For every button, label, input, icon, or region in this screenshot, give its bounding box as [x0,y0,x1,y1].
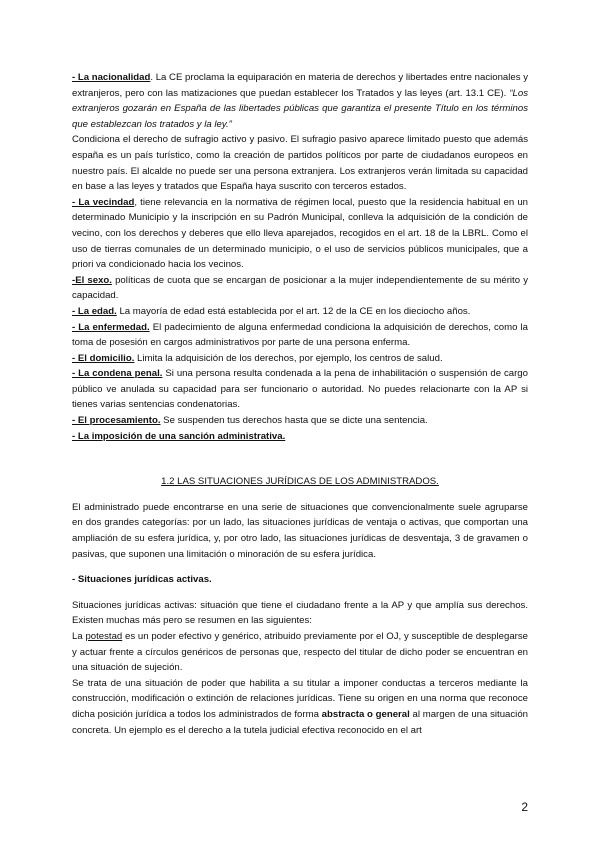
item-procesamiento: - El procesamiento. Se suspenden tus derechos hasta que se dicte una sentencia. [72,415,428,427]
intro-paragraph: El administrado puede encontrarse en una serie de situaciones que convencionalmente suele agruparse en dos grandes categorías: por un lado, las situaciones jurídicas de ventaja o activas, que comportan una ampliación de su esfera jurídica, y, por otro lado, las situaciones jurídicas de desventaja, 3 de gravamen o pasivas, que suponen una limitación o minoración de su esfera jurídica. [72,501,528,560]
item-sancion: - La imposición de una sanción administrativa. [72,430,286,442]
paragraph-activas: Situaciones jurídicas activas: situación que tiene el ciudadano frente a la AP y que amplía sus derechos. Existen muchas más pero se resumen en las siguientes: [72,599,528,627]
term-nacionalidad: - La nacionalidad [72,72,151,83]
subheading-activas: - Situaciones jurídicas activas. [72,574,212,586]
item-condena-penal: - La condena penal. Si una persona resulta condenada a la pena de inhabilitación o suspensión de cargo público ve anulada su capacidad para ser funcionario o autoridad. No puedes relacionarte con la AP si tienes varias sentencias condenatorias. [72,368,528,411]
item-nacionalidad: - La nacionalidad. La CE proclama la equiparación en materia de derechos y libertades entre nacionales y extranjeros, pero con las matizaciones que puedan establecer los Tratados y las leyes (art. 13.1 CE). “Los extranjeros gozarán en España de las libertades públicas que garantiza el presente Título en los términos que establezcan los tratados y la ley.” [72,72,528,130]
bold-abstracta: abstracta o general [321,708,410,720]
item-vecindad: - La vecindad, tiene relevancia en la normativa de régimen local, puesto que la residencia habitual en un determinado Municipio y la inscripción en su Padrón Municipal, conlleva la adquisición de la condición de vecino, con los derechos y deberes que ello lleva aparejados, recogidos en el art. 18 de la LBRL. Como el uso de tierras comunales de un determinado municipio, o el uso de servicios públicos municipales, que a priori va condicionado hacia los vecinos. [72,196,529,271]
item-edad: - La edad. La mayoría de edad está establecida por el art. 12 de la CE en los dieciocho años. [72,305,471,317]
paragraph-sufragio: Condiciona el derecho de sufragio activo y pasivo. El sufragio pasivo aparece limitado puesto que además españa es un país turístico, como la creación de partidos políticos por parte de ciudadanos europeos en nuestro país. El alcalde no puede ser una persona extranjera. Los extranjeros verán limitada su capacidad en base a las leyes y tratados que España haya suscrito con terceros estados. [72,134,528,193]
item-enfermedad: - La enfermedad. El padecimiento de alguna enfermedad condiciona la adquisición de derechos, como la toma de posesión en cargos administrativos por parte de una persona enferma. [72,321,528,349]
paragraph-situacion-poder: Se trata de una situación de poder que habilita a su titular a imponer conductas a terceros mediante la construcción, modificación o extinción de relaciones jurídicas. Tiene su origen en una norma que reconoce dicha posición jurídica a todos los administrados de forma abstracta o general al margen de una situación concreta. Un ejemplo es el derecho a la tutela judicial efectiva reconocido en el art [72,677,528,736]
quote-art13: “Los extranjeros gozarán en España de las libertades públicas que garantiza el presente Título en los términos que establezcan los tratados y la ley.” [72,87,528,130]
item-sexo: -El sexo. políticas de cuota que se encargan de posicionar a la mujer independientemente de su mérito y capacidad. [72,274,528,302]
item-domicilio: - El domicilio. Limita la adquisición de los derechos, por ejemplo, los centros de salud. [72,352,443,364]
term-potestad: potestad [85,631,123,642]
section-heading: 1.2 LAS SITUACIONES JURÍDICAS DE LOS ADMINISTRADOS. [161,476,439,488]
document-page [72,70,528,738]
paragraph-potestad: La potestad es un poder efectivo y genérico, atribuido previamente por el OJ, y susceptible de desplegarse y actuar frente a círculos genéricos de personas que, respecto del titular de dicho poder se encuentran en una situación de sujeción. [72,631,528,674]
page-number: 2 [521,800,528,814]
